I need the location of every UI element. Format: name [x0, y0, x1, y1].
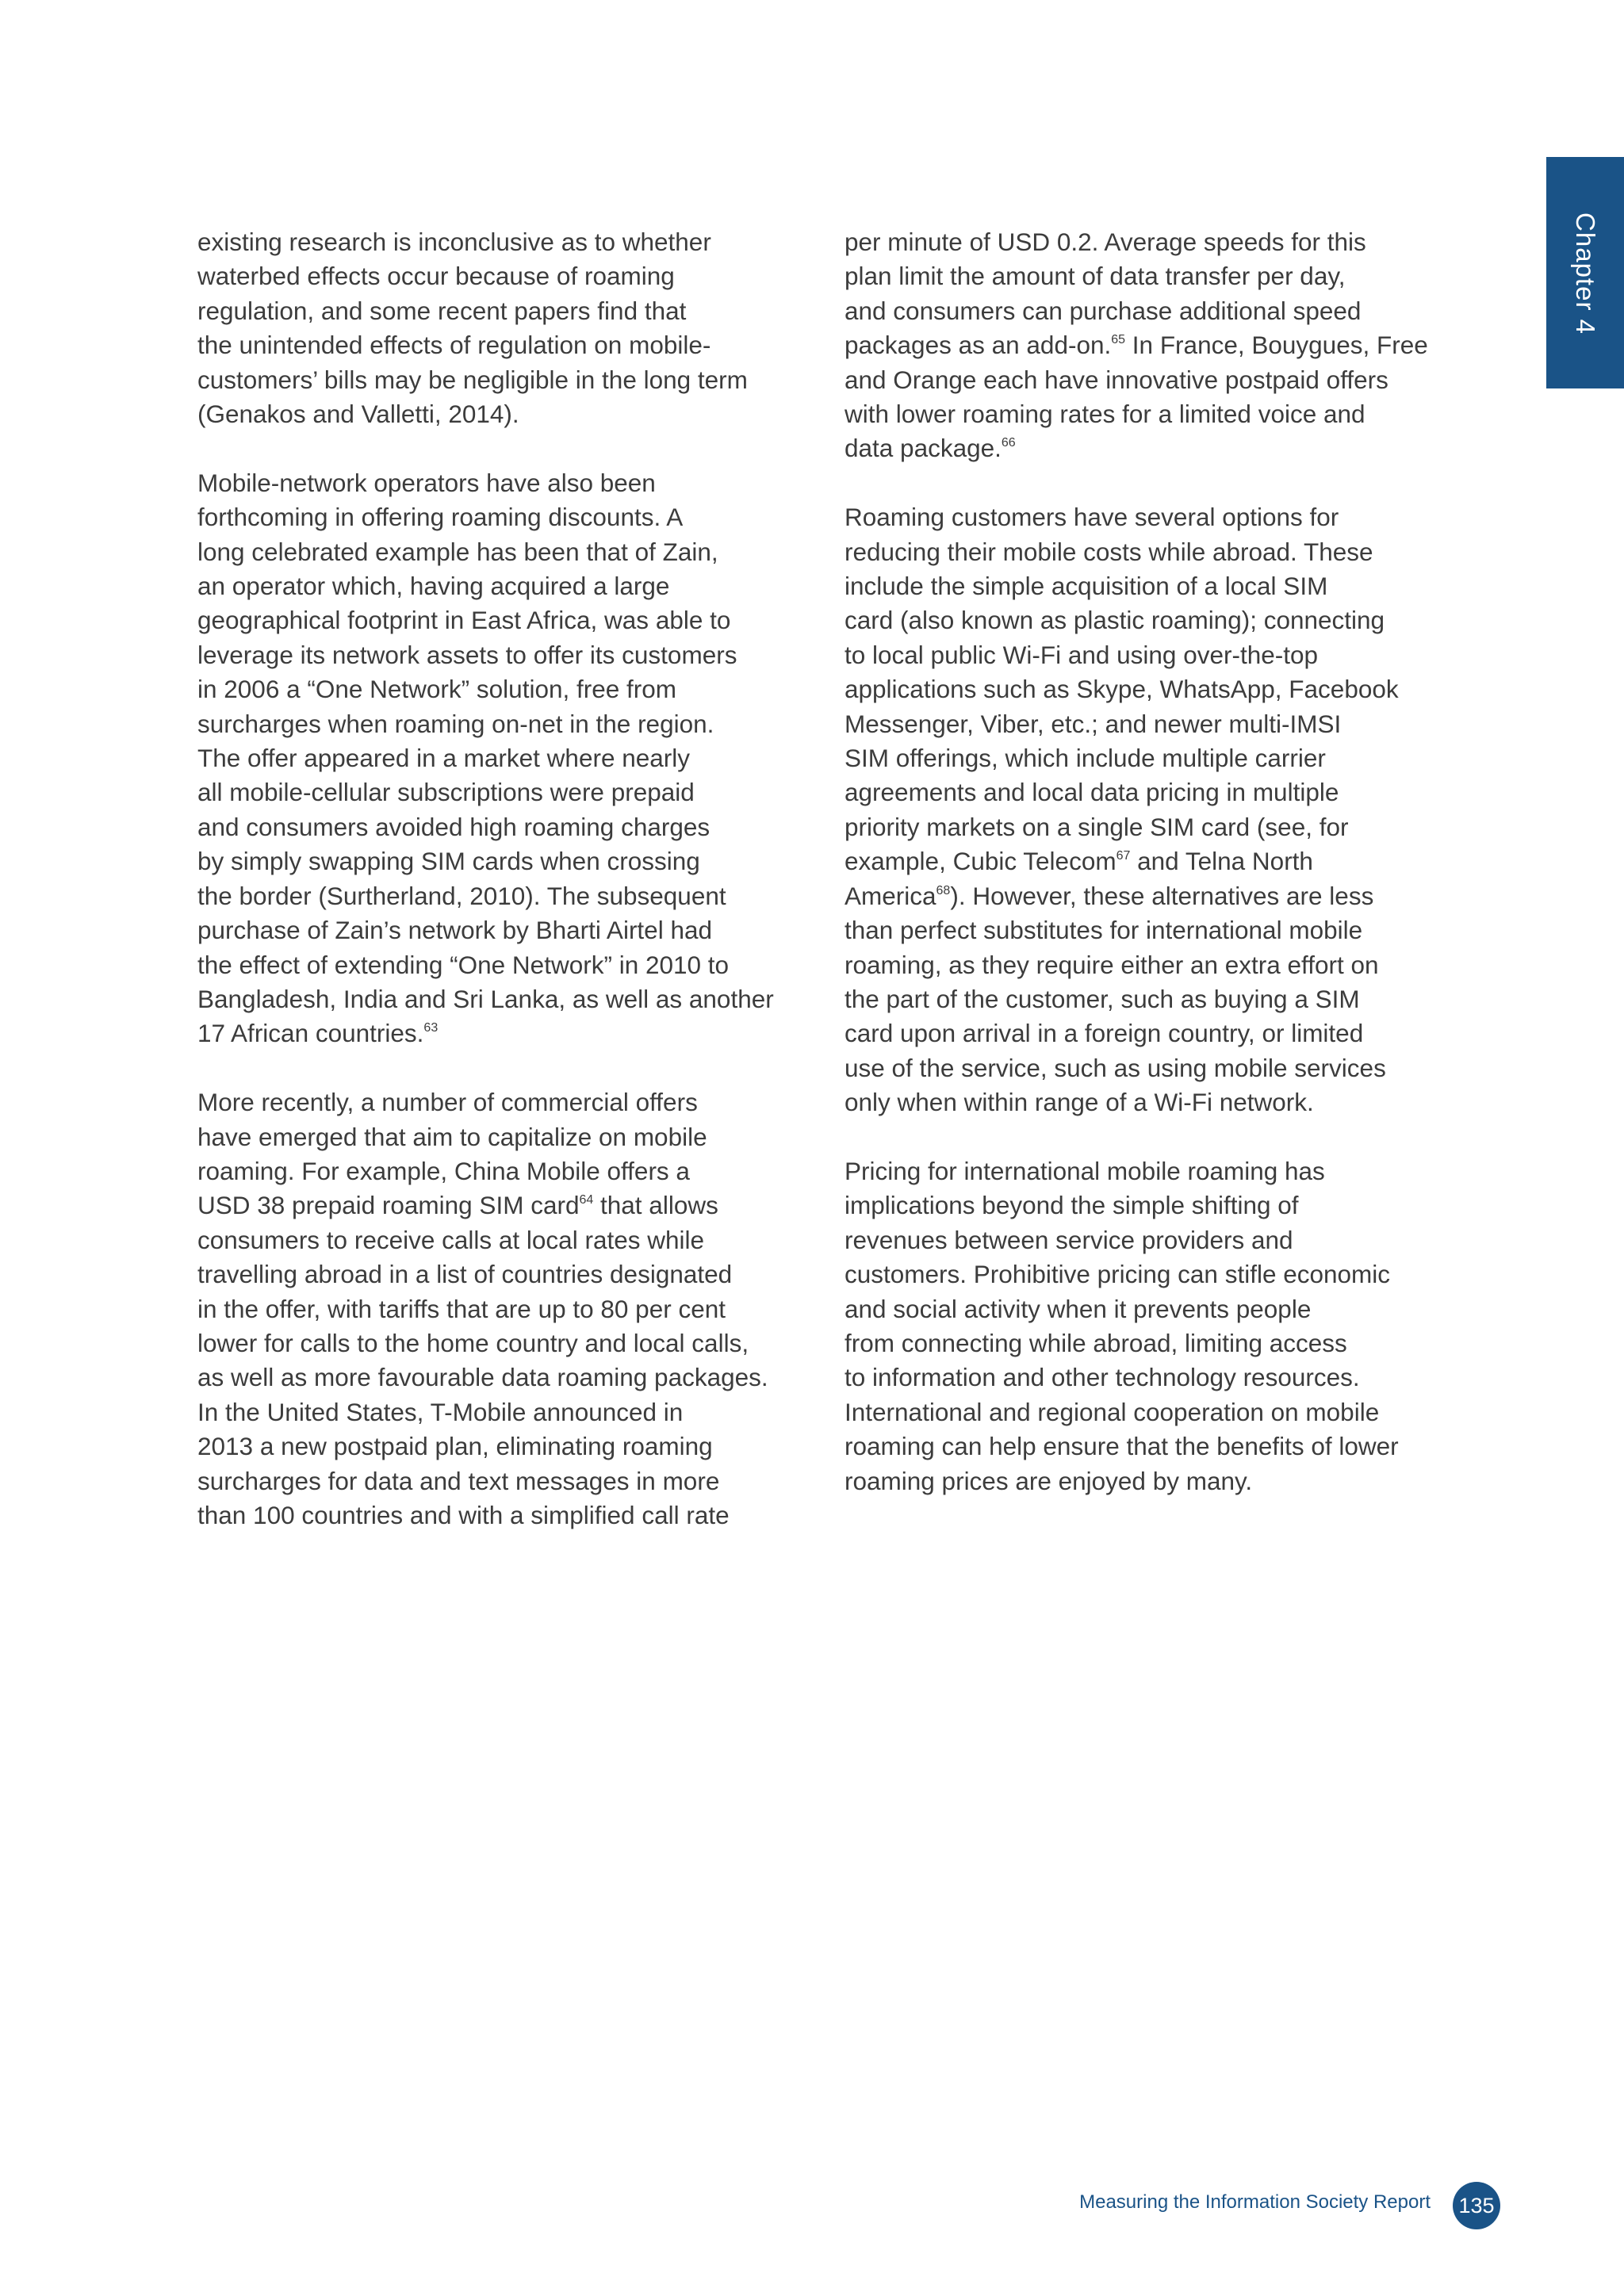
text-line: consumers to receive calls at local rates while: [197, 1225, 705, 1254]
text-line: with lower roaming rates for a limited voice and: [845, 400, 1365, 429]
text-line: [197, 1016, 784, 1050]
text-line: and social activity when it prevents people: [845, 1294, 1312, 1323]
text-line: surcharges when roaming on-net in the region.: [197, 709, 714, 738]
left-column: [197, 225, 784, 1567]
text-line: 2013 a new postpaid plan, eliminating roaming: [197, 1432, 713, 1461]
paragraph: [197, 466, 784, 1051]
text-line: all mobile-cellular subscriptions were prepaid: [197, 778, 695, 807]
text-line: and Orange each have innovative postpaid offers: [845, 365, 1388, 394]
text-line: revenues between service providers and: [845, 1225, 1293, 1254]
text-fragment: data package.: [845, 434, 1002, 463]
text-line: in the offer, with tariffs that are up to 80 per cent: [197, 1294, 726, 1323]
text-line: [845, 844, 1431, 878]
text-line: applications such as Skype, WhatsApp, Facebook: [845, 675, 1399, 704]
text-line: leverage its network assets to offer its customers: [197, 640, 737, 669]
footnote-ref[interactable]: 67: [1116, 849, 1131, 863]
text-fragment: 17 African countries.: [197, 1019, 424, 1048]
text-line: roaming, as they require either an extra effort on: [845, 950, 1379, 979]
text-line: forthcoming in offering roaming discounts. A: [197, 503, 684, 532]
footnote-ref[interactable]: 65: [1111, 333, 1126, 347]
paragraph: [845, 1154, 1431, 1498]
footnote-ref[interactable]: 63: [423, 1021, 439, 1035]
text-line: and consumers avoided high roaming charges: [197, 812, 710, 841]
text-line: reducing their mobile costs while abroad. These: [845, 537, 1373, 566]
text-fragment: packages as an add-on.: [845, 331, 1112, 360]
text-line: the part of the customer, such as buying a SIM: [845, 984, 1360, 1013]
text-line: Pricing for international mobile roaming has: [845, 1156, 1325, 1185]
text-line: than 100 countries and with a simplified call rate: [197, 1501, 730, 1529]
text-line: Messenger, Viber, etc.; and newer multi-IMSI: [845, 709, 1342, 738]
text-line: travelling abroad in a list of countries designated: [197, 1260, 733, 1289]
text-line: surcharges for data and text messages in more: [197, 1466, 720, 1495]
text-line: in 2006 a “One Network” solution, free from: [197, 675, 677, 704]
text-line: to local public Wi-Fi and using over-the-top: [845, 640, 1319, 669]
text-line: [197, 1188, 784, 1223]
text-line: [845, 328, 1431, 362]
text-line: [845, 879, 1431, 913]
text-line: long celebrated example has been that of Zain,: [197, 537, 718, 566]
text-line: SIM offerings, which include multiple carrier: [845, 744, 1326, 773]
footer-report-title: Measuring the Information Society Report: [1079, 2191, 1431, 2213]
text-line: The offer appeared in a market where nearly: [197, 744, 691, 773]
text-line: Roaming customers have several options for: [845, 503, 1339, 532]
text-line: More recently, a number of commercial offers: [197, 1088, 698, 1117]
text-line: [845, 431, 1431, 465]
text-line: Mobile-network operators have also been: [197, 468, 656, 497]
text-line: to information and other technology resources.: [845, 1363, 1360, 1392]
footnote-ref[interactable]: 66: [1001, 436, 1016, 450]
text-fragment: In France, Bouygues, Free: [1125, 331, 1428, 360]
text-line: include the simple acquisition of a local SIM: [845, 572, 1328, 601]
text-line: International and regional cooperation on mobile: [845, 1397, 1380, 1426]
text-line: use of the service, such as using mobile services: [845, 1053, 1386, 1082]
text-line: existing research is inconclusive as to whether: [197, 228, 711, 256]
text-line: customers. Prohibitive pricing can stifle economic: [845, 1260, 1391, 1289]
paragraph: [197, 1085, 784, 1533]
text-line: by simply swapping SIM cards when crossing: [197, 847, 700, 876]
text-line: priority markets on a single SIM card (see, for: [845, 812, 1349, 841]
text-line: In the United States, T-Mobile announced in: [197, 1397, 684, 1426]
text-line: implications beyond the simple shifting of: [845, 1191, 1299, 1220]
text-line: waterbed effects occur because of roaming: [197, 262, 675, 291]
text-line: the unintended effects of regulation on mobile-: [197, 331, 711, 360]
text-fragment: America: [845, 881, 936, 910]
text-fragment: example, Cubic Telecom: [845, 847, 1116, 876]
text-line: from connecting while abroad, limiting access: [845, 1328, 1347, 1357]
text-line: have emerged that aim to capitalize on mobile: [197, 1122, 707, 1151]
text-line: plan limit the amount of data transfer per day,: [845, 262, 1346, 291]
page-number: 135: [1453, 2182, 1500, 2229]
text-fragment: ). However, these alternatives are less: [950, 881, 1374, 910]
text-line: roaming can help ensure that the benefits of lower: [845, 1432, 1399, 1461]
text-fragment: that allows: [593, 1191, 718, 1220]
text-line: (Genakos and Valletti, 2014).: [197, 400, 519, 429]
paragraph: [197, 225, 784, 431]
text-line: an operator which, having acquired a large: [197, 572, 670, 601]
text-line: geographical footprint in East Africa, was able to: [197, 606, 731, 635]
text-line: agreements and local data pricing in multiple: [845, 778, 1339, 807]
text-line: per minute of USD 0.2. Average speeds for this: [845, 228, 1366, 256]
paragraph: [845, 500, 1431, 1119]
text-line: customers’ bills may be negligible in the long term: [197, 365, 748, 394]
footnote-ref[interactable]: 68: [936, 883, 951, 897]
text-line: only when within range of a Wi-Fi network.: [845, 1088, 1314, 1117]
chapter-label: Chapter 4: [1571, 212, 1600, 335]
footnote-ref[interactable]: 64: [579, 1193, 594, 1207]
text-line: card upon arrival in a foreign country, or limited: [845, 1019, 1364, 1048]
text-line: than perfect substitutes for international mobile: [845, 916, 1363, 945]
text-line: purchase of Zain’s network by Bharti Airtel had: [197, 916, 713, 945]
paragraph: [845, 225, 1431, 466]
right-column: [845, 225, 1431, 1533]
text-line: card (also known as plastic roaming); connecting: [845, 606, 1385, 635]
text-line: Bangladesh, India and Sri Lanka, as well as another: [197, 984, 774, 1013]
text-line: the effect of extending “One Network” in 2010 to: [197, 950, 730, 979]
text-line: roaming prices are enjoyed by many.: [845, 1466, 1253, 1495]
text-line: roaming. For example, China Mobile offers a: [197, 1156, 690, 1185]
text-fragment: USD 38 prepaid roaming SIM card: [197, 1191, 580, 1220]
text-line: regulation, and some recent papers find that: [197, 296, 687, 325]
text-line: the border (Surtherland, 2010). The subsequent: [197, 881, 726, 910]
text-fragment: and Telna North: [1130, 847, 1313, 876]
text-line: as well as more favourable data roaming packages.: [197, 1363, 768, 1392]
text-line: and consumers can purchase additional speed: [845, 296, 1362, 325]
text-line: lower for calls to the home country and local calls,: [197, 1328, 749, 1357]
